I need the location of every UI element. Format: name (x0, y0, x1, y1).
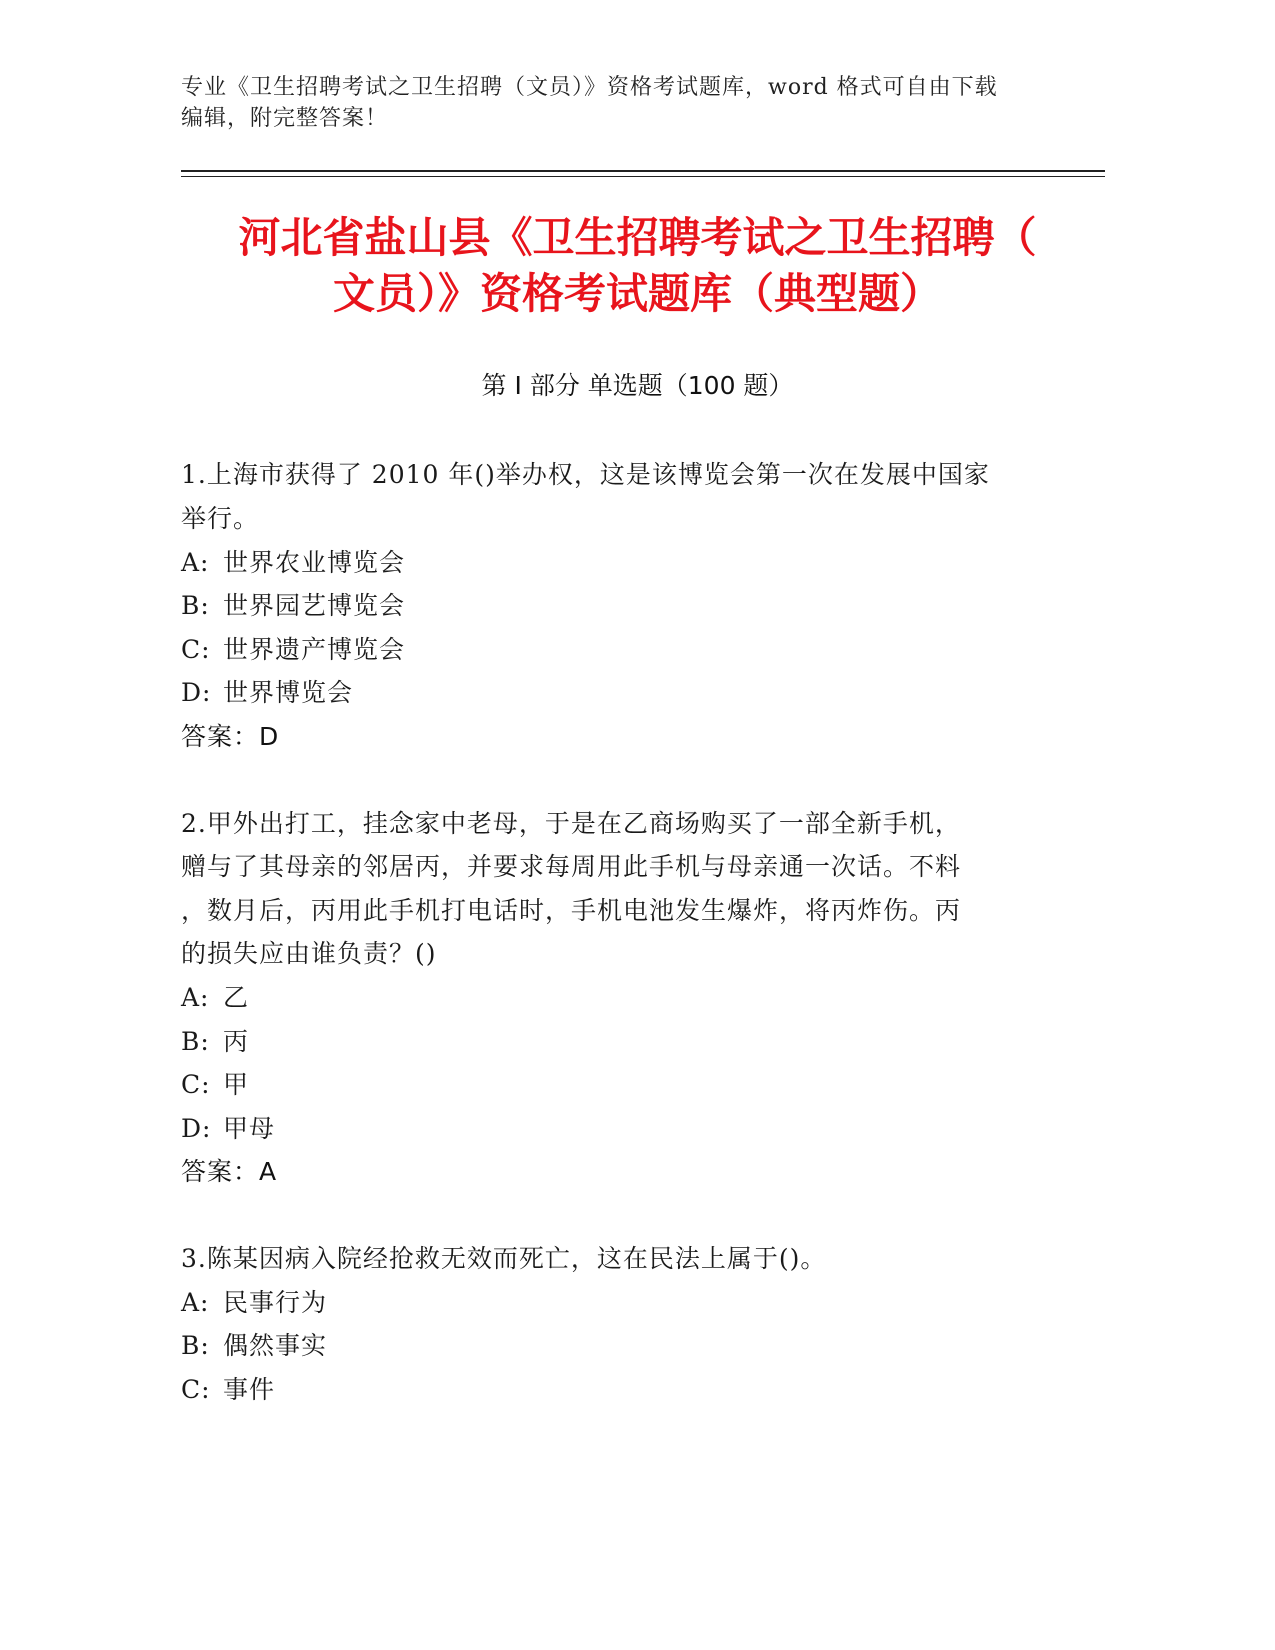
header-divider-thick (181, 170, 1105, 172)
option-text: 民事行为 (223, 1288, 328, 1317)
question-stem: 举行。 (181, 504, 260, 533)
option-label: C: (181, 635, 211, 664)
header-note-line: 编辑，附完整答案！ (181, 106, 389, 131)
header-note (181, 72, 1041, 134)
question-stem: 的损失应由谁负责？() (181, 939, 437, 968)
option-b (181, 1326, 327, 1366)
header-divider-thin (181, 176, 1105, 177)
option-text: 世界遗产博览会 (223, 635, 406, 664)
section-heading: 第 I 部分 单选题（100 题） (481, 371, 794, 400)
option-text: 乙 (223, 983, 250, 1012)
option-text: 事件 (223, 1375, 276, 1404)
option-a (181, 978, 249, 1018)
option-text: 甲 (223, 1070, 250, 1099)
option-text: 丙 (223, 1027, 250, 1056)
document-title (150, 210, 1125, 322)
title-line: 文员）》资格考试题库（典型题） (332, 269, 942, 318)
header-note-line: 专业《卫生招聘考试之卫生招聘（文员）》资格考试题库，word 格式可自由下载 (181, 75, 998, 100)
answer-line: 答案：D (181, 722, 280, 751)
question-stem: 1.上海市获得了 2010 年()举办权，这是该博览会第一次在发展中国家 (181, 460, 990, 489)
option-d (181, 673, 353, 713)
option-label: C: (181, 1375, 211, 1404)
option-label: B: (181, 1027, 210, 1056)
option-c (181, 1065, 249, 1105)
question-stem: 赠与了其母亲的邻居丙，并要求每周用此手机与母亲通一次话。不料 (181, 852, 962, 881)
option-text: 世界农业博览会 (223, 548, 406, 577)
option-b (181, 586, 405, 626)
option-label: B: (181, 1331, 210, 1360)
question-stem: 2.甲外出打工，挂念家中老母，于是在乙商场购买了一部全新手机， (181, 809, 961, 838)
option-label: A: (181, 548, 210, 577)
option-text: 世界博览会 (223, 678, 354, 707)
option-c (181, 630, 405, 670)
option-label: B: (181, 591, 210, 620)
option-b (181, 1022, 249, 1062)
option-label: C: (181, 1070, 211, 1099)
option-label: D: (181, 1114, 212, 1143)
option-label: D: (181, 678, 212, 707)
option-text: 偶然事实 (223, 1331, 328, 1360)
option-label: A: (181, 1288, 210, 1317)
option-label: A: (181, 983, 210, 1012)
answer-line: 答案：A (181, 1157, 278, 1186)
question-stem: ，数月后，丙用此手机打电话时，手机电池发生爆炸，将丙炸伤。丙 (181, 896, 962, 925)
title-line: 河北省盐山县《卫生招聘考试之卫生招聘（ (238, 213, 1037, 262)
question-stem: 3.陈某因病入院经抢救无效而死亡，这在民法上属于()。 (181, 1244, 827, 1273)
option-text: 世界园艺博览会 (223, 591, 406, 620)
option-a (181, 543, 405, 583)
option-c (181, 1370, 275, 1410)
option-text: 甲母 (223, 1114, 276, 1143)
option-a (181, 1283, 327, 1323)
option-d (181, 1109, 275, 1149)
